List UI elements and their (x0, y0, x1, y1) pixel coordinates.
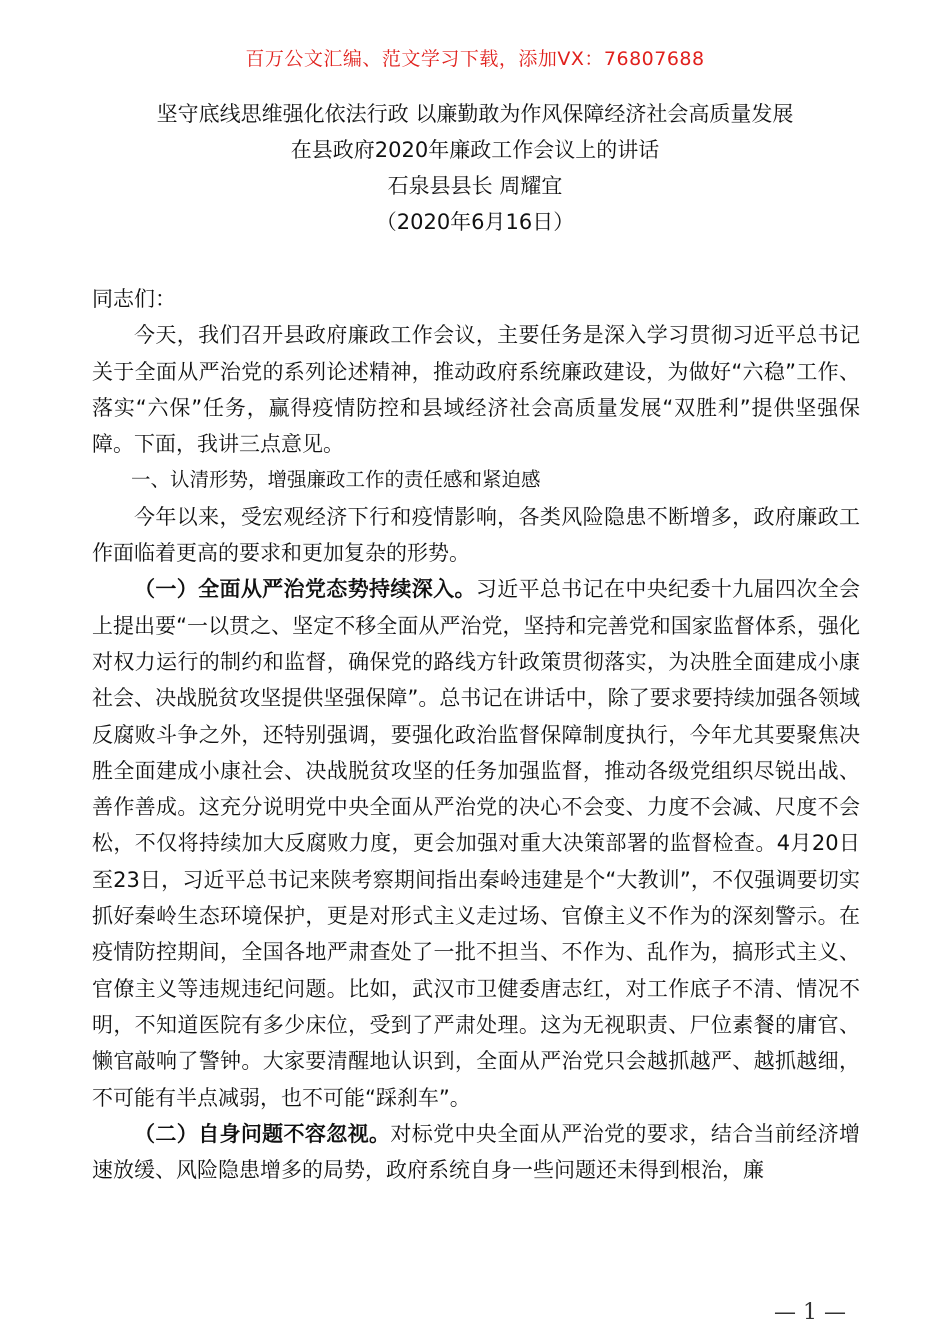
section-intro-paragraph: 今年以来，受宏观经济下行和疫情影响，各类风险隐患不断增多，政府廉政工作面临着更高的要求和更加复杂的形势。 (92, 504, 860, 566)
point-two-paragraph (92, 1116, 860, 1189)
speech-date: （2020年6月16日） (375, 210, 575, 234)
section-heading: 一、认清形势，增强廉政工作的责任感和紧迫感 (131, 468, 541, 492)
page-number: — 1 — (774, 1300, 846, 1325)
header-banner: 百万公文汇编、范文学习下载，添加VX：76807688 (245, 48, 705, 70)
document-title-block (0, 96, 950, 240)
point-one-paragraph (92, 571, 860, 1115)
document-subtitle: 在县政府2020年廉政工作会议上的讲话 (290, 138, 660, 162)
document-title: 坚守底线思维强化依法行政 以廉勤敢为作风保障经济社会高质量发展 (156, 102, 794, 126)
salutation: 同志们： (92, 287, 176, 311)
point-one-lead: （一）全面从严治党态势持续深入。 (134, 577, 476, 602)
intro-paragraph: 今天，我们召开县政府廉政工作会议，主要任务是深入学习贯彻习近平总书记关于全面从严治党的系列论述精神，推动政府系统廉政建设，为做好“六稳”工作、落实“六保”任务，赢得疫情防控和县域经济社会高质量发展“双胜利”提供坚强保障。下面，我讲三点意见。 (92, 323, 860, 457)
speaker-line: 石泉县县长 周耀宜 (387, 174, 563, 198)
point-two-text: 对标党中央全面从严治党的要求，结合当前经济增速放缓、风险隐患增多的局势，政府系统自身一些问题还未得到根治，廉 (92, 1121, 861, 1183)
point-one-text: 习近平总书记在中央纪委十九届四次全会上提出要“一以贯之、坚定不移全面从严治党，坚持和完善党和国家监督体系，强化对权力运行的制约和监督，确保党的路线方针政策贯彻落实，为决胜全面建成小康社会、决战脱贫攻坚提供坚强保障”。总书记在讲话中，除了要求要持续加强各领域反腐败斗争之外，还特别强调，要强化政治监督保障制度执行，今年尤其要聚焦决胜全面建成小康社会、决战脱贫攻坚的任务加强监督，推动各级党组织尽锐出战、善作善成。这充分说明党中央全面从严治党的决心不会变、力度不会减、尺度不会松，不仅将持续加大反腐败力度，更会加强对重大决策部署的监督检查。4月20日至23日，习近平总书记来陕考察期间指出秦岭违建是个“大教训”，不仅强调要切实抓好秦岭生态环境保护，更是对形式主义走过场、官僚主义不作为的深刻警示。在疫情防控期间，全国各地严肃查处了一批不担当、不作为、乱作为，搞形式主义、官僚主义等违规违纪问题。比如，武汉市卫健委唐志红，对工作底子不清、情况不明，不知道医院有多少床位，受到了严肃处理。这为无视职责、尸位素餐的庸官、懒官敲响了警钟。大家要清醒地认识到，全面从严治党只会越抓越严、越抓越细，不可能有半点减弱，也不可能“踩刹车”。 (92, 577, 861, 1110)
document-body (92, 281, 860, 1188)
point-two-lead: （二）自身问题不容忽视。 (134, 1121, 391, 1146)
